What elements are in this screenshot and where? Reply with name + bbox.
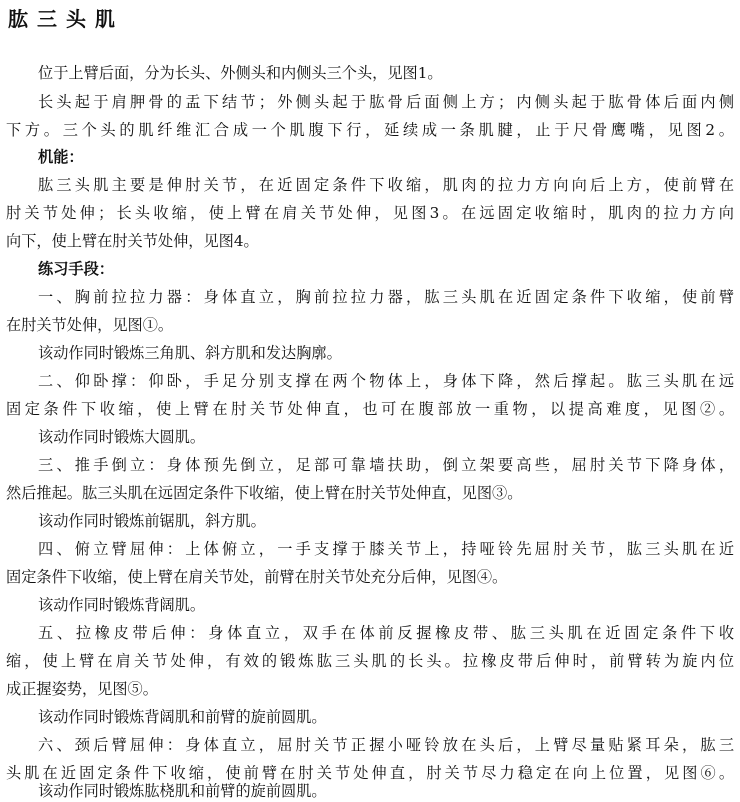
paragraph-line: 向下，使上臂在肘关节处伸，见图4。 <box>6 232 259 250</box>
section-heading: 机能： <box>38 148 84 166</box>
paragraph-line: 固定条件下收缩，使上臂在肩关节处，前臂在肘关节处充分后伸，见图④。 <box>6 568 508 586</box>
section-heading: 练习手段： <box>38 260 114 278</box>
paragraph-line: 位于上臂后面，分为长头、外侧头和内侧头三个头，见图1。 <box>38 64 443 82</box>
paragraph-line: 肱三头肌主要是伸肘关节，在近固定条件下收缩，肌肉的拉力方向向后上方，使前臂在 <box>38 176 734 194</box>
paragraph-line: 二、仰卧撑：仰卧，手足分别支撑在两个物体上，身体下降，然后撑起。肱三头肌在远 <box>38 372 734 390</box>
paragraph-line: 该动作同时锻炼三角肌、斜方肌和发达胸廓。 <box>38 344 342 362</box>
paragraph-line: 肘关节处伸；长头收缩，使上臂在肩关节处伸，见图3。在远固定收缩时，肌肉的拉力方向 <box>6 204 734 222</box>
paragraph-line: 五、拉橡皮带后伸：身体直立，双手在体前反握橡皮带、肱三头肌在近固定条件下收 <box>38 624 734 642</box>
paragraph-line: 在肘关节处伸，见图①。 <box>6 316 174 334</box>
paragraph-line: 固定条件下收缩，使上臂在肘关节处伸直，也可在腹部放一重物，以提高难度，见图②。 <box>6 400 734 418</box>
paragraph-line: 成正握姿势，见图⑤。 <box>6 680 158 698</box>
paragraph-line: 该动作同时锻炼肱桡肌和前臂的旋前圆肌。 <box>38 782 327 800</box>
paragraph-line: 头肌在近固定条件下收缩，使前臂在肘关节处伸直，肘关节尽力稳定在向上位置，见图⑥。 <box>6 764 734 782</box>
paragraph-line: 该动作同时锻炼背阔肌。 <box>38 596 206 614</box>
paragraph-line: 下方。三个头的肌纤维汇合成一个肌腹下行，延续成一条肌腱，止于尺骨鹰嘴，见图2。 <box>6 121 734 139</box>
paragraph-line: 六、颈后臂屈伸：身体直立，屈肘关节正握小哑铃放在头后，上臂尽量贴紧耳朵，肱三 <box>38 736 734 754</box>
page-title: 肱三头肌 <box>8 7 124 31</box>
paragraph-line: 三、推手倒立：身体预先倒立，足部可靠墙扶助，倒立架要高些，屈肘关节下降身体， <box>38 456 734 474</box>
paragraph-line: 该动作同时锻炼大圆肌。 <box>38 428 206 446</box>
paragraph-line: 然后推起。肱三头肌在远固定条件下收缩，使上臂在肘关节处伸直，见图③。 <box>6 484 523 502</box>
paragraph-line: 该动作同时锻炼前锯肌，斜方肌。 <box>38 512 266 530</box>
paragraph-line: 四、俯立臂屈伸：上体俯立，一手支撑于膝关节上，持哑铃先屈肘关节，肱三头肌在近 <box>38 540 734 558</box>
paragraph-line: 一、胸前拉拉力器：身体直立，胸前拉拉力器，肱三头肌在近固定条件下收缩，使前臂 <box>38 288 734 306</box>
paragraph-line: 该动作同时锻炼背阔肌和前臂的旋前圆肌。 <box>38 708 327 726</box>
paragraph-line: 长头起于肩胛骨的盂下结节；外侧头起于肱骨后面侧上方；内侧头起于肱骨体后面内侧 <box>38 93 734 111</box>
paragraph-line: 缩，使上臂在肩关节处伸，有效的锻炼肱三头肌的长头。拉橡皮带后伸时，前臂转为旋内位 <box>6 652 734 670</box>
